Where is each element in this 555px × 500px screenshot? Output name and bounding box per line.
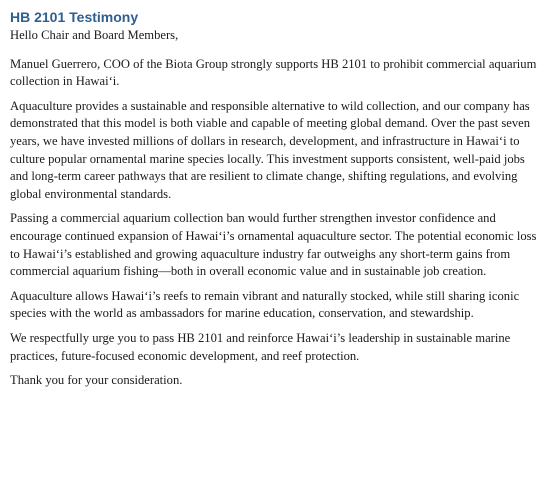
document-title: HB 2101 Testimony (10, 9, 139, 25)
paragraph-4: Aquaculture allows Hawaiʻi’s reefs to remain vibrant and naturally stocked, while still sharing iconic species with the world as ambassadors for marine education, conservation, and stewardship. (10, 288, 520, 321)
paragraph-5: We respectfully urge you to pass HB 2101 and reinforce Hawaiʻi’s leadership in sustainable marine practices, future-focused economic development, and reef protection. (10, 330, 511, 363)
greeting: Hello Chair and Board Members, (10, 28, 179, 42)
paragraph-1: Manuel Guerrero, COO of the Biota Group strongly supports HB 2101 to prohibit commercial aquarium collection in Hawaiʻi. (10, 56, 537, 89)
paragraph-3: Passing a commercial aquarium collection ban would further strengthen investor confidence and encourage continued expansion of Hawaiʻi’s ornamental aquaculture sector. The potential economic loss to Hawaiʻi’s established and growing aquaculture industry far outweighs any short-term gains from commercial aquarium fishing—both in overall economic value and in sustainable job creation. (10, 211, 537, 279)
closing: Thank you for your consideration. (10, 373, 183, 388)
paragraph-2: Aquaculture provides a sustainable and responsible alternative to wild collection, and our company has demonstrated that this model is both viable and capable of meeting global demand. Over the past seven years, we have invested millions of dollars in research, development, and infrastructure in Hawaiʻi to culture popular ornamental marine species locally. This investment supports consistent, well-paid jobs and long-term career pathways that are resilient to climate change, shifting regulations, and evolving global environmental standards. (10, 98, 531, 201)
